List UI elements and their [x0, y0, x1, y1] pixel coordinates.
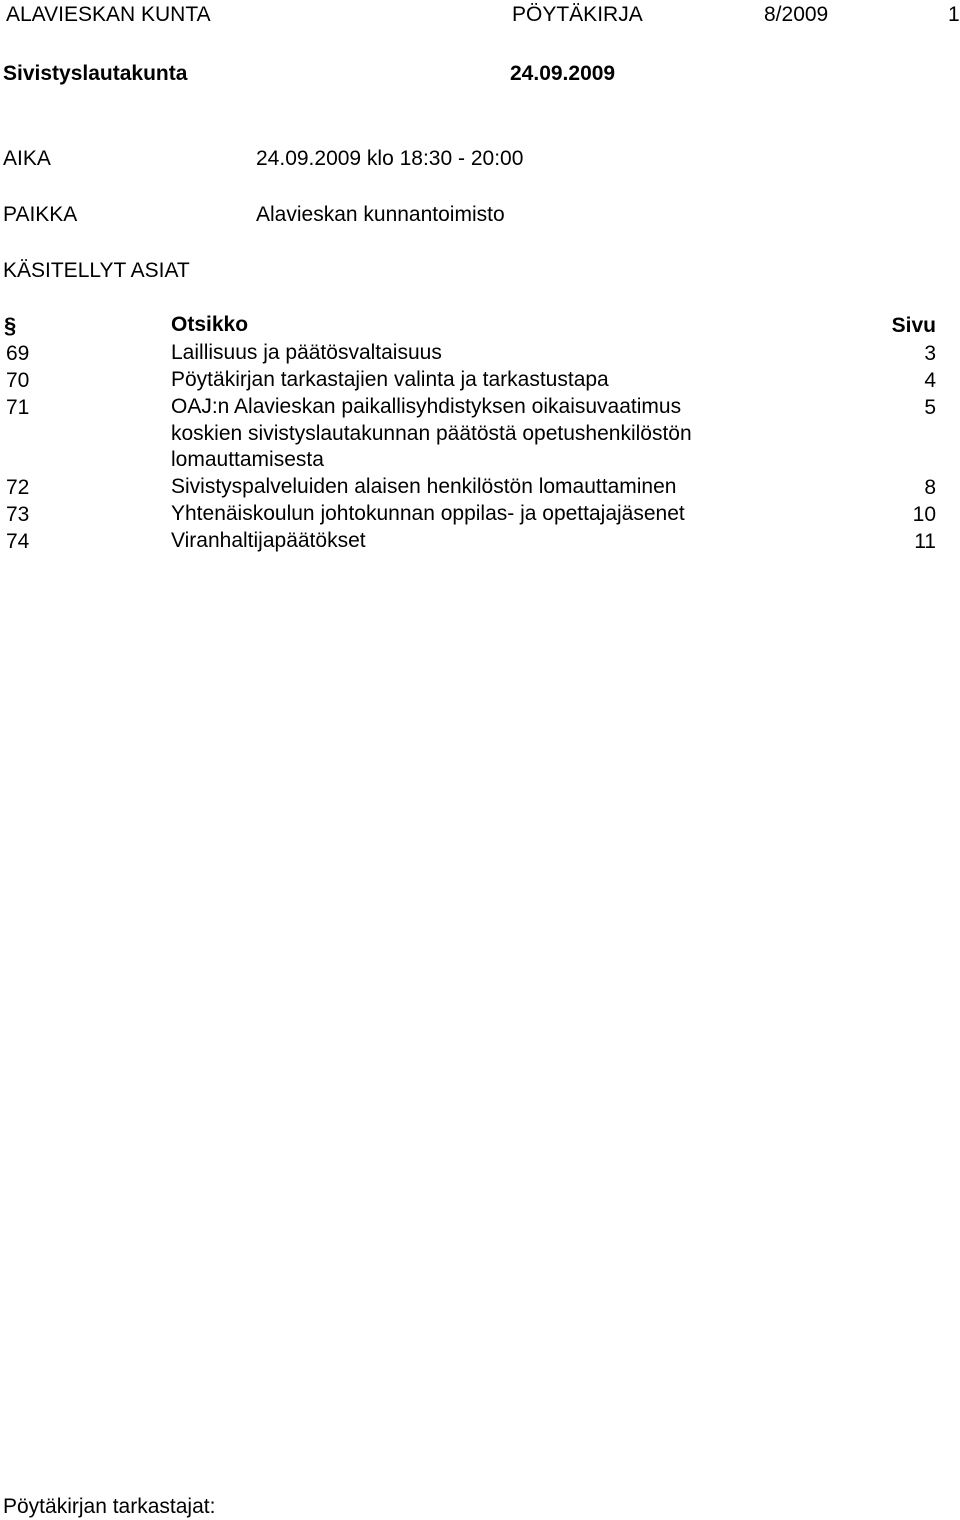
agenda-item-title: Yhtenäiskoulun johtokunnan oppilas- ja opettajajäsenet [171, 502, 685, 525]
place-label: PAIKKA [3, 203, 78, 226]
agenda-row [0, 528, 960, 555]
agenda-row [0, 367, 960, 394]
org-name: ALAVIESKAN KUNTA [6, 3, 211, 26]
agenda-item-title: Sivistyspalveluiden alaisen henkilöstön lomauttaminen [171, 475, 677, 498]
agenda-row [0, 474, 960, 501]
agenda-row [0, 340, 960, 367]
agenda-col-title: Otsikko [171, 313, 249, 336]
section-symbol-icon: § [4, 313, 17, 338]
agenda-row [0, 501, 960, 528]
minutes-signers-label: Pöytäkirjan tarkastajat: [3, 1495, 216, 1518]
agenda-item-number: 71 [6, 396, 30, 419]
agenda-row [0, 394, 960, 474]
agenda-header-row [0, 312, 960, 340]
agenda-item-page: 8 [924, 476, 936, 499]
agenda-item-number: 74 [6, 530, 30, 553]
page-number: 1 [948, 3, 960, 26]
agenda-table [0, 312, 960, 555]
agenda-item-title: OAJ:n Alavieskan paikallisyhdistyksen oikaisuvaatimus koskien sivistyslautakunnan päätöstä opetushenkilöstön lomauttamisesta [171, 395, 692, 471]
agenda-item-number: 69 [6, 342, 30, 365]
agenda-item-number: 70 [6, 369, 30, 392]
agenda-item-page: 3 [924, 342, 936, 365]
handled-items-heading: KÄSITELLYT ASIAT [3, 259, 190, 282]
agenda-item-page: 5 [924, 396, 936, 419]
time-value: 24.09.2009 klo 18:30 - 20:00 [256, 147, 524, 170]
document-number: 8/2009 [764, 3, 829, 26]
document-type: PÖYTÄKIRJA [512, 3, 643, 26]
agenda-item-page: 10 [912, 503, 936, 526]
agenda-col-page: Sivu [891, 314, 936, 337]
time-label: AIKA [3, 147, 51, 170]
agenda-item-number: 72 [6, 476, 30, 499]
meeting-date: 24.09.2009 [510, 62, 616, 85]
place-value: Alavieskan kunnantoimisto [256, 203, 505, 226]
agenda-item-title: Laillisuus ja päätösvaltaisuus [171, 341, 442, 364]
agenda-item-number: 73 [6, 503, 30, 526]
agenda-item-page: 4 [924, 369, 936, 392]
agenda-item-title: Pöytäkirjan tarkastajien valinta ja tarkastustapa [171, 368, 609, 391]
committee-name: Sivistyslautakunta [3, 62, 188, 85]
agenda-item-title: Viranhaltijapäätökset [171, 529, 366, 552]
agenda-item-page: 11 [914, 530, 936, 553]
